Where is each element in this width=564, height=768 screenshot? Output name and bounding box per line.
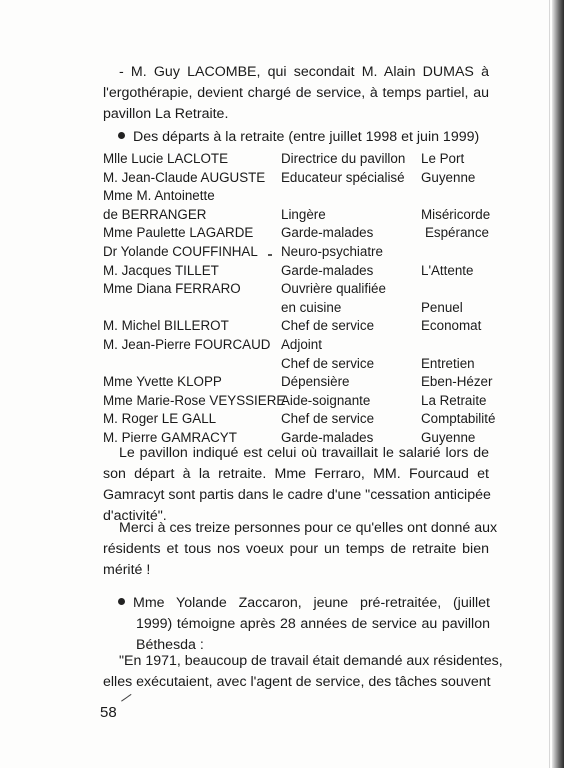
name-cell: M. Pierre GAMRACYT bbox=[103, 429, 237, 445]
name-cell: Mme Diana FERRARO bbox=[103, 281, 241, 297]
place-cell: Entretien bbox=[421, 355, 475, 371]
thanks-line: mérité ! bbox=[103, 562, 151, 578]
role-cell: Garde-malades bbox=[281, 429, 374, 445]
quote-line: "En 1971, beaucoup de travail était demandé aux résidentes, bbox=[119, 653, 503, 669]
table-row bbox=[103, 299, 489, 318]
testimony-line: Béthesda : bbox=[136, 637, 204, 653]
role-cell bbox=[281, 187, 421, 206]
table-row bbox=[103, 224, 489, 243]
place-cell: Economat bbox=[421, 318, 482, 334]
role-cell: Chef de service bbox=[281, 318, 375, 334]
departures-heading bbox=[118, 127, 498, 148]
table-row bbox=[103, 392, 489, 411]
name-cell: Mme M. Antoinette bbox=[103, 188, 215, 204]
role-cell: Garde-malades bbox=[281, 225, 374, 241]
table-row bbox=[103, 243, 489, 262]
place-cell: La Retraite bbox=[421, 392, 487, 408]
place-cell: Eben-Hézer bbox=[421, 374, 493, 390]
name-cell bbox=[103, 299, 281, 318]
table-row bbox=[103, 373, 493, 392]
role-cell: en cuisine bbox=[281, 299, 342, 315]
role-cell: Garde-malades bbox=[281, 262, 374, 278]
note-line: Le pavillon indiqué est celui où travaillait le salarié lors de bbox=[119, 445, 489, 461]
table-row bbox=[103, 150, 489, 169]
thanks-paragraph bbox=[103, 518, 498, 581]
name-cell: de BERRANGER bbox=[103, 206, 207, 222]
intro-line: - M. Guy LACOMBE, qui secondait M. Alain DUMAS à bbox=[119, 64, 489, 80]
role-cell: Chef de service bbox=[281, 355, 375, 371]
name-cell: Dr Yolande COUFFINHAL bbox=[103, 243, 258, 259]
bullet-icon bbox=[118, 598, 125, 605]
place-cell: Guyenne bbox=[421, 169, 476, 185]
table-row bbox=[103, 262, 489, 281]
table-row bbox=[103, 410, 496, 429]
intro-line: l'ergothérapie, devient chargé de service, à temps partiel, au bbox=[103, 85, 489, 101]
testimony-line: 1999) témoigne après 28 années de service au pavillon bbox=[136, 616, 490, 632]
place-cell: Miséricorde bbox=[421, 206, 491, 222]
role-cell: Neuro-psychiatre bbox=[281, 243, 383, 259]
thanks-line: résidents et tous nos voeux pour un temps de retraite bien bbox=[103, 541, 489, 557]
page-edge-shadow bbox=[552, 0, 564, 768]
departures-table bbox=[103, 150, 496, 448]
ink-speck bbox=[268, 254, 272, 256]
table-row bbox=[103, 206, 489, 225]
testimony-paragraph bbox=[118, 593, 490, 656]
departures-heading-text: Des départs à la retraite (entre juillet 1998 et juin 1999) bbox=[133, 129, 480, 145]
note-line: son départ à la retraite. Mme Ferraro, MM. Fourcaud et bbox=[103, 466, 489, 482]
place-cell: Espérance bbox=[424, 225, 489, 241]
table-row bbox=[103, 336, 489, 355]
testimony-line bbox=[118, 593, 490, 614]
table-row bbox=[103, 317, 489, 336]
table-row bbox=[103, 187, 489, 206]
role-cell: Dépensière bbox=[281, 374, 350, 390]
place-cell bbox=[421, 336, 489, 355]
table-row bbox=[103, 169, 489, 188]
name-cell: Mme Yvette KLOPP bbox=[103, 374, 222, 390]
page-edge-line bbox=[549, 0, 550, 768]
thanks-line: Merci à ces treize personnes pour ce qu'elles ont donné aux bbox=[119, 520, 498, 536]
quote-line: elles exécutaient, avec l'agent de service, des tâches souvent bbox=[103, 674, 491, 690]
name-cell: M. Jean-Pierre FOURCAUD bbox=[103, 336, 271, 352]
role-cell: Ouvrière qualifiée bbox=[281, 281, 386, 297]
name-cell: M. Michel BILLEROT bbox=[103, 318, 229, 334]
role-cell: Aide-soignante bbox=[281, 392, 371, 408]
name-cell: M. Roger LE GALL bbox=[103, 411, 217, 427]
name-cell: Mlle Lucie LACLOTE bbox=[103, 151, 229, 166]
place-cell: Guyenne bbox=[421, 429, 476, 445]
note-line: Gamracyt sont partis dans le cadre d'une "cessation anticipée bbox=[103, 487, 491, 503]
role-cell: Educateur spécialisé bbox=[281, 169, 405, 185]
table-row bbox=[103, 355, 489, 374]
name-cell: M. Jacques TILLET bbox=[103, 262, 219, 278]
place-cell bbox=[421, 187, 489, 206]
place-cell bbox=[421, 243, 489, 262]
place-cell: Comptabilité bbox=[421, 411, 496, 427]
intro-line: pavillon La Retraite. bbox=[103, 106, 229, 122]
role-cell: Adjoint bbox=[281, 336, 322, 352]
note-line: d'activité". bbox=[103, 508, 167, 524]
note-paragraph bbox=[103, 443, 489, 527]
bullet-icon bbox=[118, 132, 125, 139]
table-row bbox=[103, 280, 489, 299]
place-cell: Penuel bbox=[421, 299, 463, 315]
role-cell: Directrice du pavillon bbox=[281, 151, 406, 166]
testimony-line-text: Mme Yolande Zaccaron, jeune pré-retraitée, (juillet bbox=[133, 595, 490, 611]
name-cell: Mme Paulette LAGARDE bbox=[103, 225, 254, 241]
role-cell: Chef de service bbox=[281, 411, 375, 427]
place-cell: L'Attente bbox=[421, 262, 474, 278]
quote-paragraph bbox=[103, 651, 503, 693]
page-number: 58 bbox=[100, 704, 117, 721]
name-cell: M. Jean-Claude AUGUSTE bbox=[103, 169, 266, 185]
place-cell bbox=[421, 280, 489, 299]
role-cell: Lingère bbox=[281, 206, 326, 222]
name-cell bbox=[103, 355, 281, 374]
intro-paragraph bbox=[103, 62, 489, 125]
place-cell: Le Port bbox=[421, 151, 465, 166]
name-cell: Mme Marie-Rose VEYSSIERE bbox=[103, 392, 286, 408]
